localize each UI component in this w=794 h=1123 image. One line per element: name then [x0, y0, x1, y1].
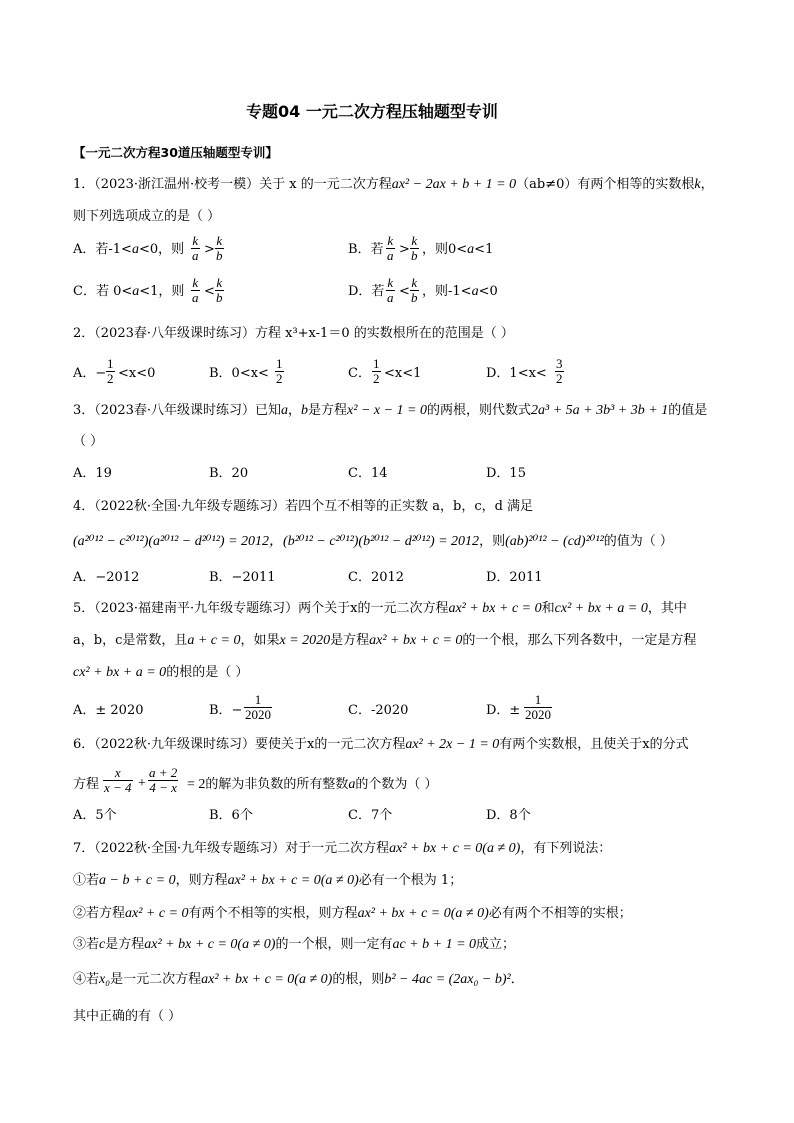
q7-s3a: ③若 — [73, 937, 100, 952]
q7-s2-eq: ax² + c = 0 — [125, 906, 189, 921]
q3-mid3: 的两根，则代数式 — [427, 403, 532, 418]
frac-den: b — [216, 290, 223, 305]
q2-option-c[interactable] — [348, 366, 371, 382]
q1-d-var: a — [471, 284, 479, 299]
q5-option-d[interactable] — [486, 703, 520, 719]
q3-mid: ， — [288, 403, 302, 418]
q2-option-a[interactable] — [73, 366, 106, 382]
q7-statement-2 — [73, 906, 632, 922]
q1-option-d[interactable] — [348, 284, 384, 300]
q1-equation: ax² − 2ax + b + 1 = 0 — [391, 177, 517, 192]
q6-option-c[interactable]: C．7个 — [348, 808, 393, 823]
q1-line2: 则下列选项成立的是（ ） — [73, 209, 221, 224]
frac-den: 2 — [373, 371, 380, 386]
q1-d-frac2 — [410, 276, 419, 305]
q1-c-frac2 — [215, 276, 224, 305]
frac-den: b — [411, 248, 418, 263]
q5-equation-2: cx² + bx + a = 0 — [554, 601, 648, 616]
frac-den: a — [387, 248, 394, 263]
q7-s1b: ，则方程 — [175, 873, 228, 888]
q7-s2a: ②若方程 — [73, 906, 126, 921]
q2-a-frac — [106, 357, 115, 386]
q2-d-pre: D．1<x< — [486, 366, 547, 381]
frac-num: 1 — [276, 356, 283, 371]
q3-option-a[interactable]: A．19 — [73, 466, 112, 481]
q7-s1c: 必有一个根为 1； — [358, 873, 463, 888]
q1-punct: ， — [700, 177, 714, 192]
frac-num: 1 — [107, 356, 114, 371]
q1-c-frac1 — [191, 276, 200, 305]
q1-condition: （ab≠0）有两个相等的实数根 — [516, 177, 695, 192]
q6-frac-1 — [103, 766, 133, 795]
q1-c-mid: <1，则 — [139, 284, 185, 299]
q2-stem: 2．（2023春·八年级课时练习）方程 x³+x-1＝0 的实数根所在的范围是（ ） — [73, 326, 514, 341]
q5-option-a[interactable]: A．± 2020 — [73, 703, 144, 718]
q1-c-rel: < — [204, 284, 215, 299]
frac-num: k — [411, 275, 418, 290]
q1-a-frac2 — [215, 234, 224, 263]
q4-option-d[interactable]: D．2011 — [486, 570, 543, 585]
q2-option-d[interactable] — [486, 366, 547, 382]
q7-equation: ax² + bx + c = 0(a ≠ 0) — [389, 841, 521, 856]
q5-b-frac — [244, 693, 272, 722]
q4-option-a[interactable]: A．−2012 — [73, 570, 140, 585]
q1-d-post2: <0 — [478, 284, 498, 299]
q7-s3-eq: ax² + bx + c = 0(a ≠ 0) — [144, 937, 276, 952]
frac-num: k — [387, 275, 394, 290]
q6-equals: = 2 — [187, 777, 206, 792]
frac-den: b — [216, 248, 223, 263]
q7-s1-eq2: ax² + bx + c = 0(a ≠ 0) — [227, 873, 359, 888]
q5-line3: 的根的是（ ） — [166, 665, 249, 680]
q2-a-pre: A．− — [73, 366, 107, 381]
q5-line2d: 的一个根，那么下列各数中，一定是方程 — [462, 633, 697, 648]
q7-s3b: 是方程 — [105, 937, 145, 952]
q7-statement-3 — [73, 937, 515, 953]
q7-statement-1 — [73, 873, 462, 889]
q1-b-frac2 — [410, 234, 419, 263]
q5-equation-3: ax² + bx + c = 0 — [369, 633, 463, 648]
q3-a: a — [281, 403, 288, 418]
q3-end: 的值是 — [668, 403, 708, 418]
q1-option-c[interactable] — [73, 284, 184, 300]
q1-d-frac1 — [386, 276, 395, 305]
q1-d-pre: D．若 — [348, 284, 385, 299]
q5-stem: 5．（2023·福建南平·九年级专题练习）两个关于x的一元二次方程 — [73, 601, 449, 616]
q7-s3-c: c — [99, 937, 106, 952]
q7-s4a: ④若 — [73, 972, 100, 987]
q1-a-var: a — [131, 242, 139, 257]
q1-b-post2: <1 — [474, 242, 494, 257]
q7-s4-eq: ax² + bx + c = 0(a ≠ 0) — [201, 972, 333, 987]
q5-and: 和 — [541, 601, 555, 616]
q1-b-pre: B．若 — [348, 242, 384, 257]
q5-option-b[interactable] — [209, 703, 242, 719]
q5-equation-4: cx² + bx + a = 0 — [73, 665, 167, 680]
q1-k: k — [694, 177, 701, 192]
q3-option-b[interactable]: B．20 — [209, 466, 249, 481]
q7-s4d: ． — [510, 972, 524, 987]
q5-end1: ，其中 — [647, 601, 687, 616]
q2-a-post: <x<0 — [118, 366, 156, 381]
q3-b: b — [301, 403, 309, 418]
q7-s1-eq: a − b + c = 0 — [99, 873, 176, 888]
q2-c-frac — [372, 357, 381, 386]
q1-a-pre: A．若-1< — [73, 242, 132, 257]
frac-den: 2 — [556, 371, 563, 386]
q7-s4-eq2: b² − 4ac = (2ax₀ − b)² — [384, 972, 511, 987]
q6-line2b: 的解为非负数的所有整数 — [205, 777, 349, 792]
frac-num: 1 — [373, 356, 380, 371]
frac-den: a — [192, 248, 199, 263]
frac-num: k — [192, 275, 199, 290]
frac-den: 4 − x — [149, 780, 177, 795]
q1-b-post: ，则0< — [422, 242, 468, 257]
frac-den: a — [387, 290, 394, 305]
q5-condition: a + c = 0 — [187, 633, 241, 648]
q4-mid: ，则 — [479, 534, 506, 549]
q7-s2-eq2: ax² + bx + c = 0(a ≠ 0) — [357, 906, 489, 921]
q3-expression: 2a³ + 5a + 3b³ + 3b + 1 — [531, 403, 669, 418]
q1-a-frac1 — [191, 234, 200, 263]
q5-line2b: ，如果 — [240, 633, 280, 648]
frac-num: 1 — [244, 693, 272, 708]
q7-s4c: 的根，则 — [332, 972, 385, 987]
q6-option-d[interactable]: D．8个 — [486, 808, 531, 823]
q1-c-var: a — [132, 284, 140, 299]
section-heading: 【一元二次方程30道压轴题型专训】 — [73, 145, 278, 160]
q1-option-a[interactable] — [73, 242, 184, 258]
q7-s4-x0: x₀ — [99, 972, 111, 987]
frac-den: 2020 — [525, 707, 551, 722]
q1-a-rel: > — [204, 242, 215, 257]
page-title: 专题04 一元二次方程压轴题型专训 — [246, 102, 498, 121]
q3-mid2: 是方程 — [308, 403, 348, 418]
q2-d-frac — [555, 357, 564, 386]
q1-c-pre: C．若 0< — [73, 284, 133, 299]
frac-num: a + 2 — [149, 765, 178, 780]
q3-equation: x² − x − 1 = 0 — [347, 403, 427, 418]
q1-b-rel: > — [399, 242, 410, 257]
q4-option-b[interactable]: B．−2011 — [209, 570, 276, 585]
frac-den: 2 — [276, 371, 283, 386]
q6-option-b[interactable]: B．6个 — [209, 808, 253, 823]
q1-d-post: ，则-1< — [422, 284, 472, 299]
q6-option-a[interactable]: A．5个 — [73, 808, 117, 823]
q6-mid: 有两个实数根，且使关于x的分式 — [499, 737, 689, 752]
q3-option-d[interactable]: D．15 — [486, 466, 526, 481]
q6-line2a: 方程 — [73, 777, 100, 792]
q6-frac-2 — [148, 766, 178, 795]
q5-line2a: a，b，c是常数，且 — [73, 633, 188, 648]
frac-den: 2020 — [245, 707, 271, 722]
q4-equation-2: (b²⁰¹² − c²⁰¹²)(b²⁰¹² − d²⁰¹²) = 2012 — [283, 534, 480, 549]
q7-s3e: 成立； — [476, 937, 516, 952]
frac-den: x − 4 — [104, 780, 132, 795]
q6-equation: ax² + 2x − 1 = 0 — [405, 737, 500, 752]
q4-equation-1: (a²⁰¹² − c²⁰¹²)(a²⁰¹² − d²⁰¹²) = 2012， — [73, 534, 284, 549]
q7-s3d: 的一个根，则一定有 — [275, 937, 393, 952]
frac-num: k — [411, 233, 418, 248]
q2-c-post: <x<1 — [384, 366, 422, 381]
q6-plus: + — [138, 776, 146, 791]
frac-num: k — [192, 233, 199, 248]
q7-s2b: 有两个不相等的实根，则方程 — [188, 906, 358, 921]
q1-stem: 1．（2023·浙江温州·校考一模）关于 x 的一元二次方程 — [73, 177, 392, 192]
q1-b-var: a — [467, 242, 475, 257]
q6-stem: 6．（2022秋·九年级课时练习）要使关于x的一元二次方程 — [73, 737, 406, 752]
q3-option-c[interactable]: C．14 — [348, 466, 388, 481]
q6-line2c: 的个数为（ ） — [355, 777, 438, 792]
q7-prompt: 其中正确的有（ ） — [73, 1009, 182, 1024]
frac-num: x — [103, 766, 133, 781]
frac-num: 1 — [524, 693, 552, 708]
q4-end: 的值为（ ） — [603, 534, 673, 549]
frac-den: 2 — [107, 371, 114, 386]
q5-option-c[interactable]: C．-2020 — [348, 703, 409, 718]
q3-line2: （ ） — [73, 434, 104, 449]
q1-option-b[interactable] — [348, 242, 384, 258]
q2-b-frac — [275, 357, 284, 386]
q2-option-b[interactable] — [209, 366, 269, 382]
q2-b-pre: B．0<x< — [209, 366, 269, 381]
q7-s1a: ①若 — [73, 873, 100, 888]
q7-stem-end: ，有下列说法： — [520, 841, 612, 856]
q5-d-frac — [524, 693, 552, 722]
frac-den: a — [192, 290, 199, 305]
frac-num: 3 — [556, 356, 563, 371]
q3-stem: 3．（2023春·八年级课时练习）已知 — [73, 403, 281, 418]
frac-den: b — [411, 290, 418, 305]
q5-root: x = 2020 — [279, 633, 331, 648]
frac-num: k — [216, 233, 223, 248]
q4-stem: 4．（2022秋·全国·九年级专题练习）若四个互不相等的正实数 a，b，c，d 满足 — [73, 499, 534, 514]
q7-stem: 7．（2022秋·全国·九年级专题练习）对于一元二次方程 — [73, 841, 390, 856]
q2-c-pre: C． — [348, 366, 371, 381]
q5-equation-1: ax² + bx + c = 0 — [448, 601, 542, 616]
q7-s4b: 是一元二次方程 — [110, 972, 202, 987]
frac-num: k — [387, 233, 394, 248]
q4-option-c[interactable]: C．2012 — [348, 570, 405, 585]
q5-b-pre: B．− — [209, 703, 243, 718]
q5-d-pre: D．± — [486, 703, 521, 718]
q1-a-mid: <0，则 — [138, 242, 185, 257]
q5-line2c: 是方程 — [330, 633, 370, 648]
q6-a: a — [348, 777, 356, 792]
q4-expression: (ab)²⁰¹² − (cd)²⁰¹² — [505, 534, 604, 549]
q7-s3-eq2: ac + b + 1 = 0 — [392, 937, 477, 952]
q1-d-rel: < — [399, 284, 410, 299]
q1-b-frac1 — [386, 234, 395, 263]
q7-s2c: 必有两个不相等的实根； — [488, 906, 632, 921]
frac-num: k — [216, 275, 223, 290]
q7-statement-4 — [73, 972, 524, 988]
